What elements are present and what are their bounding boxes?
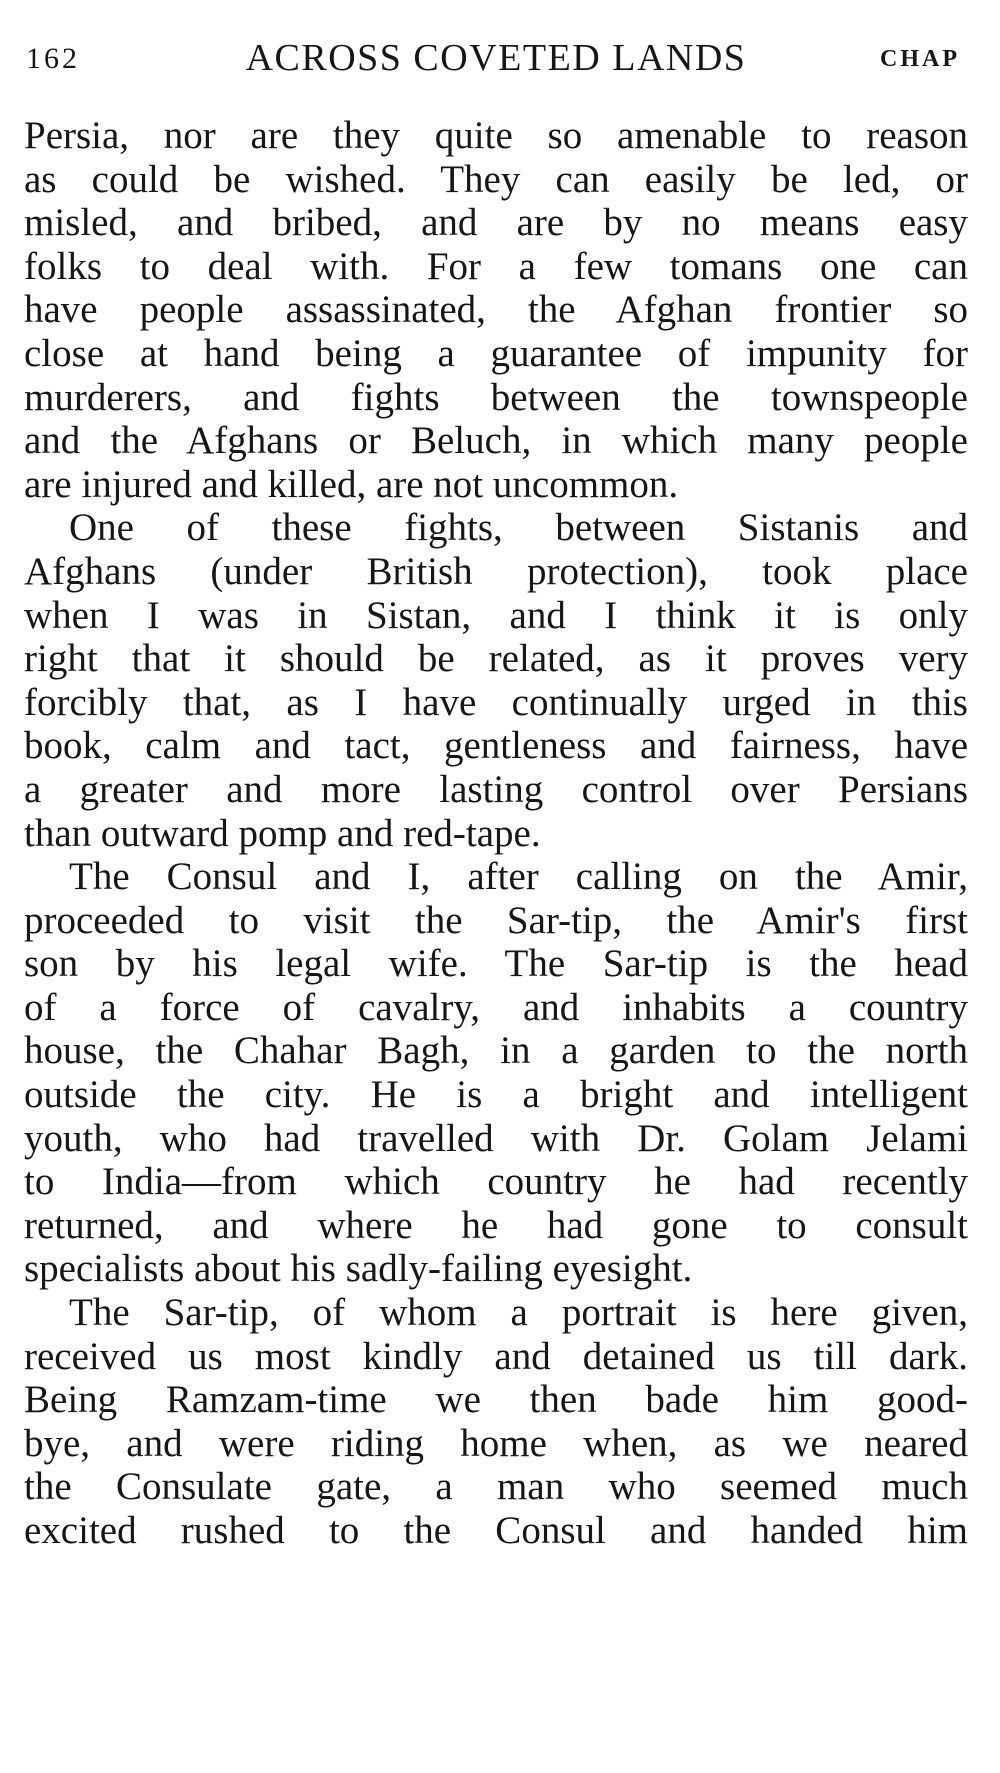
chapter-label: CHAP bbox=[880, 46, 960, 72]
text-line: close at hand being a guarantee of impunity for bbox=[24, 331, 968, 375]
text-line: and the Afghans or Beluch, in which many people bbox=[24, 419, 968, 463]
text-line: received us most kindly and detained us till dark. bbox=[24, 1334, 968, 1378]
text-line: misled, and bribed, and are by no means easy bbox=[24, 201, 968, 245]
running-head bbox=[24, 28, 968, 90]
text-line: murderers, and fights between the townspeople bbox=[24, 375, 968, 419]
paragraph bbox=[24, 1291, 968, 1553]
text-line: excited rushed to the Consul and handed him bbox=[24, 1509, 968, 1552]
text-line: forcibly that, as I have continually urged in this bbox=[24, 680, 968, 724]
text-line: to India—from which country he had recently bbox=[24, 1160, 968, 1204]
page-number: 162 bbox=[26, 42, 80, 75]
paragraph bbox=[24, 855, 968, 1291]
text-line: when I was in Sistan, and I think it is only bbox=[24, 593, 968, 637]
text-line: the Consulate gate, a man who seemed much bbox=[24, 1465, 968, 1509]
text-line: bye, and were riding home when, as we neared bbox=[24, 1421, 968, 1465]
text-line: son by his legal wife. The Sar-tip is the head bbox=[24, 942, 968, 986]
text-line: house, the Chahar Bagh, in a garden to the north bbox=[24, 1029, 968, 1073]
running-title: ACROSS COVETED LANDS bbox=[245, 37, 747, 79]
text-line: Afghans (under British protection), took place bbox=[24, 549, 968, 593]
text-line: as could be wished. They can easily be led, or bbox=[24, 157, 968, 201]
text-line: outside the city. He is a bright and intelligent bbox=[24, 1073, 968, 1117]
text-line: proceeded to visit the Sar-tip, the Amir's first bbox=[24, 898, 968, 942]
paragraph bbox=[24, 506, 968, 855]
text-line: The Sar-tip, of whom a portrait is here given, bbox=[69, 1291, 968, 1335]
text-line: youth, who had travelled with Dr. Golam Jelami bbox=[24, 1116, 968, 1160]
text-line: right that it should be related, as it proves very bbox=[24, 637, 968, 681]
text-line: of a force of cavalry, and inhabits a country bbox=[24, 985, 968, 1029]
text-line: The Consul and I, after calling on the Amir, bbox=[69, 855, 968, 899]
text-line: book, calm and tact, gentleness and fairness, have bbox=[24, 724, 968, 768]
body-text bbox=[24, 114, 968, 1553]
text-line: specialists about his sadly-failing eyesight. bbox=[24, 1247, 693, 1291]
text-line: a greater and more lasting control over Persians bbox=[24, 767, 968, 811]
text-line: have people assassinated, the Afghan frontier so bbox=[24, 288, 968, 332]
text-line: folks to deal with. For a few tomans one can bbox=[24, 244, 968, 288]
text-line: One of these fights, between Sistanis and bbox=[69, 506, 968, 550]
text-line: returned, and where he had gone to consult bbox=[24, 1203, 968, 1247]
text-line: Persia, nor are they quite so amenable to reason bbox=[24, 114, 968, 157]
text-line: are injured and killed, are not uncommon. bbox=[24, 462, 679, 506]
paragraph bbox=[24, 114, 968, 506]
text-line: than outward pomp and red-tape. bbox=[24, 811, 541, 855]
text-line: Being Ramzam-time we then bade him good- bbox=[24, 1378, 968, 1422]
book-page bbox=[24, 28, 968, 1748]
